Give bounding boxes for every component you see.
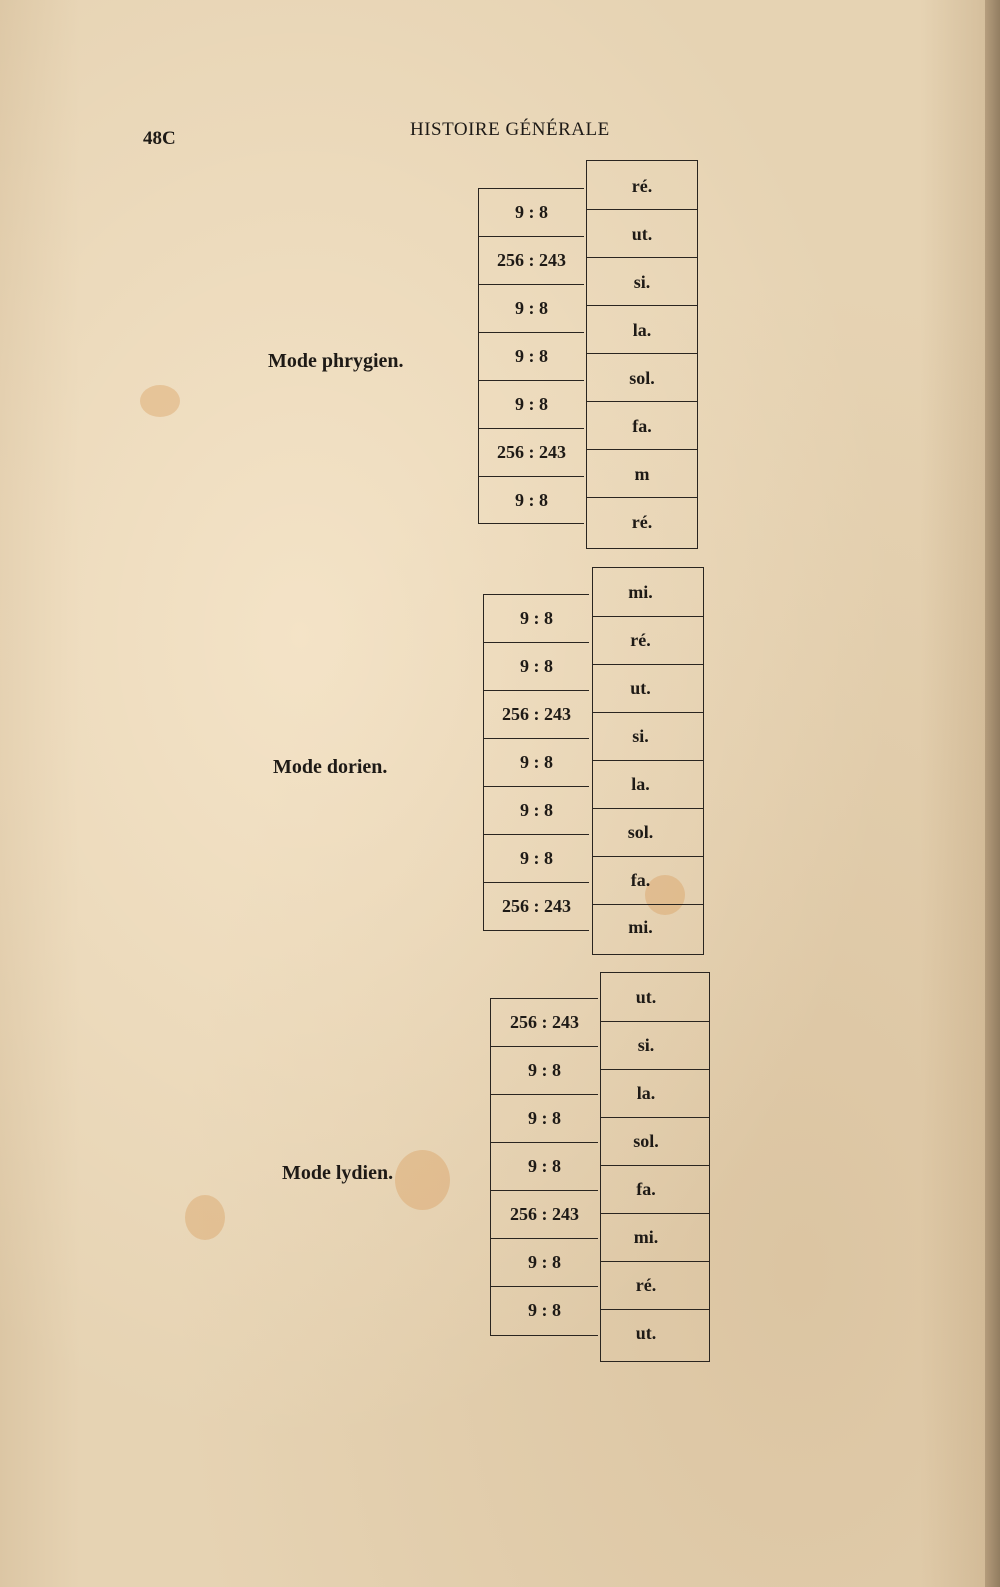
note-name: la. bbox=[636, 1083, 656, 1103]
interval-ratio: 9 : 8 bbox=[528, 1060, 561, 1080]
note-divider bbox=[593, 808, 703, 809]
interval-ratio: 9 : 8 bbox=[520, 656, 553, 676]
note-divider bbox=[601, 1261, 709, 1262]
note-divider bbox=[587, 449, 697, 450]
note-name: fa. bbox=[632, 416, 652, 436]
note-divider bbox=[587, 209, 697, 210]
interval-ratio-column bbox=[483, 594, 589, 931]
note-name: ré. bbox=[635, 1275, 657, 1295]
interval-ratio: 9 : 8 bbox=[528, 1156, 561, 1176]
note-divider bbox=[601, 1309, 709, 1310]
mode-label-phrygien: Mode phrygien. bbox=[268, 350, 404, 372]
note-column bbox=[592, 567, 704, 955]
note-divider bbox=[587, 305, 697, 306]
interval-ratio: 9 : 8 bbox=[515, 202, 548, 222]
interval-ratio: 9 : 8 bbox=[515, 490, 548, 510]
note-name: si. bbox=[633, 272, 651, 292]
note-name: fa. bbox=[636, 1179, 656, 1199]
note-divider bbox=[593, 760, 703, 761]
note-divider bbox=[587, 401, 697, 402]
interval-ratio: 9 : 8 bbox=[528, 1252, 561, 1272]
note-name: sol. bbox=[627, 822, 654, 842]
interval-ratio: 9 : 8 bbox=[515, 394, 548, 414]
note-divider bbox=[601, 1021, 709, 1022]
note-divider bbox=[593, 712, 703, 713]
interval-ratio: 9 : 8 bbox=[515, 346, 548, 366]
interval-ratio: 9 : 8 bbox=[528, 1300, 561, 1320]
paper-stain bbox=[395, 1150, 450, 1210]
note-name: si. bbox=[637, 1035, 655, 1055]
note-name: ut. bbox=[630, 678, 651, 698]
interval-ratio: 9 : 8 bbox=[520, 608, 553, 628]
note-divider bbox=[587, 497, 697, 498]
ratio-divider bbox=[491, 1335, 598, 1336]
interval-ratio: 9 : 8 bbox=[515, 298, 548, 318]
note-name: ré. bbox=[630, 630, 651, 650]
mode-label-dorien: Mode dorien. bbox=[273, 756, 388, 778]
interval-ratio-column bbox=[478, 188, 584, 524]
note-column bbox=[600, 972, 710, 1362]
note-divider bbox=[593, 616, 703, 617]
note-divider bbox=[587, 353, 697, 354]
note-divider bbox=[593, 664, 703, 665]
note-divider bbox=[601, 1165, 709, 1166]
note-divider bbox=[593, 904, 703, 905]
note-divider bbox=[601, 1069, 709, 1070]
interval-ratio: 256 : 243 bbox=[510, 1204, 579, 1224]
interval-ratio: 9 : 8 bbox=[520, 752, 553, 772]
page-number: 48C bbox=[143, 128, 176, 149]
note-name: ut. bbox=[635, 1323, 657, 1343]
interval-ratio: 256 : 243 bbox=[497, 442, 566, 462]
interval-ratio-column bbox=[490, 998, 598, 1336]
note-name: ut. bbox=[631, 224, 653, 244]
note-name: fa. bbox=[630, 870, 651, 890]
note-divider bbox=[593, 856, 703, 857]
note-divider bbox=[587, 257, 697, 258]
ratio-divider bbox=[484, 930, 589, 931]
paper-stain bbox=[140, 385, 180, 417]
note-name: sol. bbox=[633, 1131, 659, 1151]
interval-ratio: 256 : 243 bbox=[510, 1012, 579, 1032]
note-name: ré. bbox=[631, 176, 653, 196]
interval-ratio: 9 : 8 bbox=[520, 800, 553, 820]
interval-ratio: 256 : 243 bbox=[497, 250, 566, 270]
interval-ratio: 256 : 243 bbox=[502, 704, 571, 724]
note-name: si. bbox=[632, 726, 649, 746]
note-divider bbox=[601, 1117, 709, 1118]
running-head: HISTOIRE GÉNÉRALE bbox=[410, 119, 610, 140]
note-name: la. bbox=[632, 320, 652, 340]
note-name: m bbox=[634, 464, 650, 484]
paper-stain bbox=[185, 1195, 225, 1240]
interval-ratio: 9 : 8 bbox=[520, 848, 553, 868]
note-name: mi. bbox=[633, 1227, 659, 1247]
note-name: ut. bbox=[635, 987, 657, 1007]
note-name: mi. bbox=[628, 582, 653, 602]
note-divider bbox=[601, 1213, 709, 1214]
note-column bbox=[586, 160, 698, 549]
interval-ratio: 9 : 8 bbox=[528, 1108, 561, 1128]
note-name: mi. bbox=[628, 917, 653, 937]
mode-label-lydien: Mode lydien. bbox=[282, 1162, 394, 1184]
note-name: sol. bbox=[629, 368, 655, 388]
page-edge-shadow bbox=[985, 0, 1000, 1587]
note-name: ré. bbox=[631, 512, 653, 532]
interval-ratio: 256 : 243 bbox=[502, 896, 571, 916]
note-name: la. bbox=[631, 774, 650, 794]
